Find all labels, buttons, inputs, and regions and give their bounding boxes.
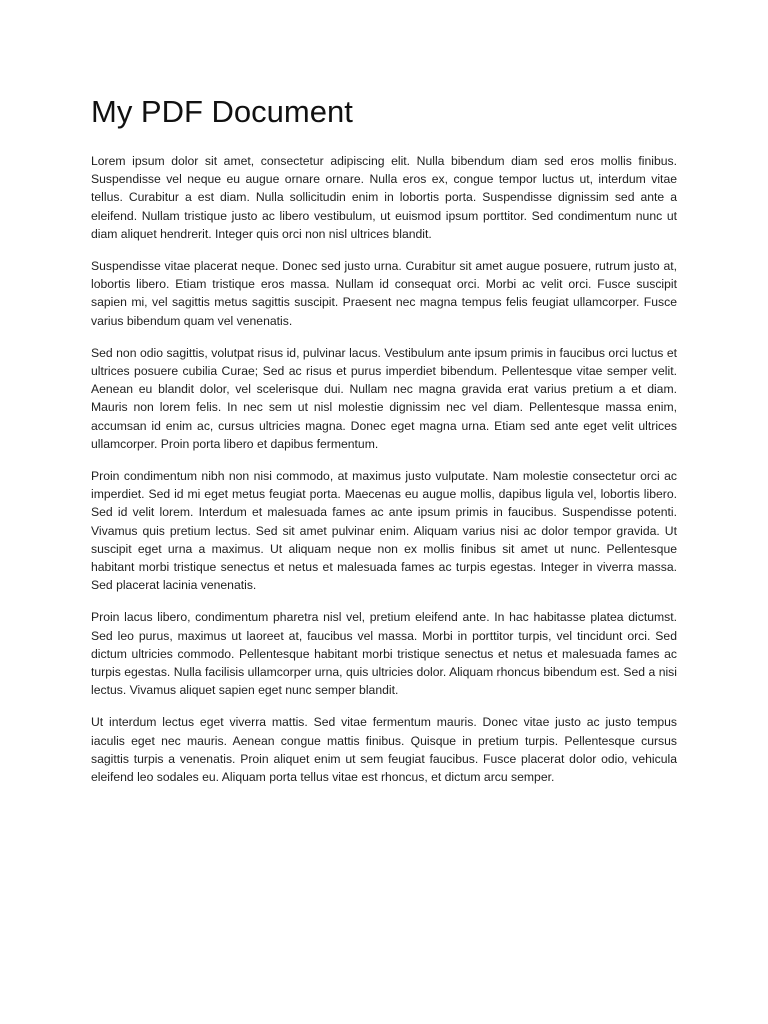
paragraph-3: Sed non odio sagittis, volutpat risus id, pulvinar lacus. Vestibulum ante ipsum primis in faucibus orci luctus et ultrices posuere cubilia Curae; Sed ac risus et purus imperdiet bibendum. Pellentesque vitae semper velit. Aenean eu blandit dolor, vel scelerisque dui. Nullam nec magna gravida erat varius pretium a et diam. Mauris non lorem felis. In nec sem ut nisl molestie dignissim nec vel diam. Pellentesque massa enim, accumsan id enim ac, cursus ultricies magna. Donec eget magna urna. Etiam sed ante eget velit ultrices ullamcorper. Proin porta libero et dapibus fermentum. [91, 345, 677, 451]
paragraph-2: Suspendisse vitae placerat neque. Donec sed justo urna. Curabitur sit amet augue posuere, rutrum justo at, lobortis libero. Etiam tristique eros massa. Nullam id consequat orci. Morbi ac velit orci. Fusce suscipit sapien mi, vel sagittis metus sagittis suscipit. Praesent nec magna tempus felis feugiat ullamcorper. Fusce varius bibendum quam vel venenatis. [91, 259, 677, 328]
paragraph-5: Proin lacus libero, condimentum pharetra nisl vel, pretium eleifend ante. In hac habitasse platea dictumst. Sed leo purus, maximus ut laoreet at, faucibus vel massa. Morbi in porttitor turpis, vel tincidunt orci. Sed dictum ultricies commodo. Pellentesque habitant morbi tristique senectus et netus et malesuada fames ac turpis egestas. Nulla facilisis ullamcorper urna, quis ultricies dolor. Aliquam rhoncus bibendum est. Sed a nisi lectus. Vivamus aliquet sapien eget nunc semper blandit. [91, 610, 677, 698]
paragraph-4: Proin condimentum nibh non nisi commodo, at maximus justo vulputate. Nam molestie consectetur orci ac imperdiet. Sed id mi eget metus feugiat porta. Maecenas eu augue mollis, dapibus ligula vel, lobortis libero. Sed id velit lorem. Interdum et malesuada fames ac ante ipsum primis in faucibus. Suspendisse potenti. Vivamus quis pretium lectus. Sed sit amet pulvinar enim. Aliquam varius nisi ac dolor tempor gravida. Ut suscipit eget urna a maximus. Ut aliquam neque non ex mollis finibus sit amet ut nunc. Pellentesque habitant morbi tristique senectus et netus et malesuada fames ac turpis egestas. Integer in viverra massa. Sed placerat lacinia venenatis. [91, 469, 677, 593]
paragraph-1: Lorem ipsum dolor sit amet, consectetur adipiscing elit. Nulla bibendum diam sed eros mollis finibus. Suspendisse vel neque eu augue ornare ornare. Nulla eros ex, congue tempor luctus ut, interdum vitae tellus. Curabitur a est diam. Nulla sollicitudin enim in lobortis porta. Suspendisse dignissim sed ante a eleifend. Nullam tristique justo ac libero vestibulum, ut euismod ipsum porttitor. Sed condimentum nunc ut diam aliquet hendrerit. Integer quis orci non nisl ultrices blandit. [91, 154, 677, 241]
document-title: My PDF Document [91, 94, 353, 129]
paragraph-6: Ut interdum lectus eget viverra mattis. Sed vitae fermentum mauris. Donec vitae justo ac justo tempus iaculis eget nec mauris. Aenean congue mattis finibus. Quisque in pretium turpis. Pellentesque cursus sagittis turpis a venenatis. Proin aliquet enim ut sem feugiat faucibus. Fusce placerat dolor odio, vehicula eleifend leo sodales eu. Aliquam porta tellus vitae est rhoncus, et dictum arcu semper. [91, 715, 677, 785]
document-page [91, 92, 677, 800]
